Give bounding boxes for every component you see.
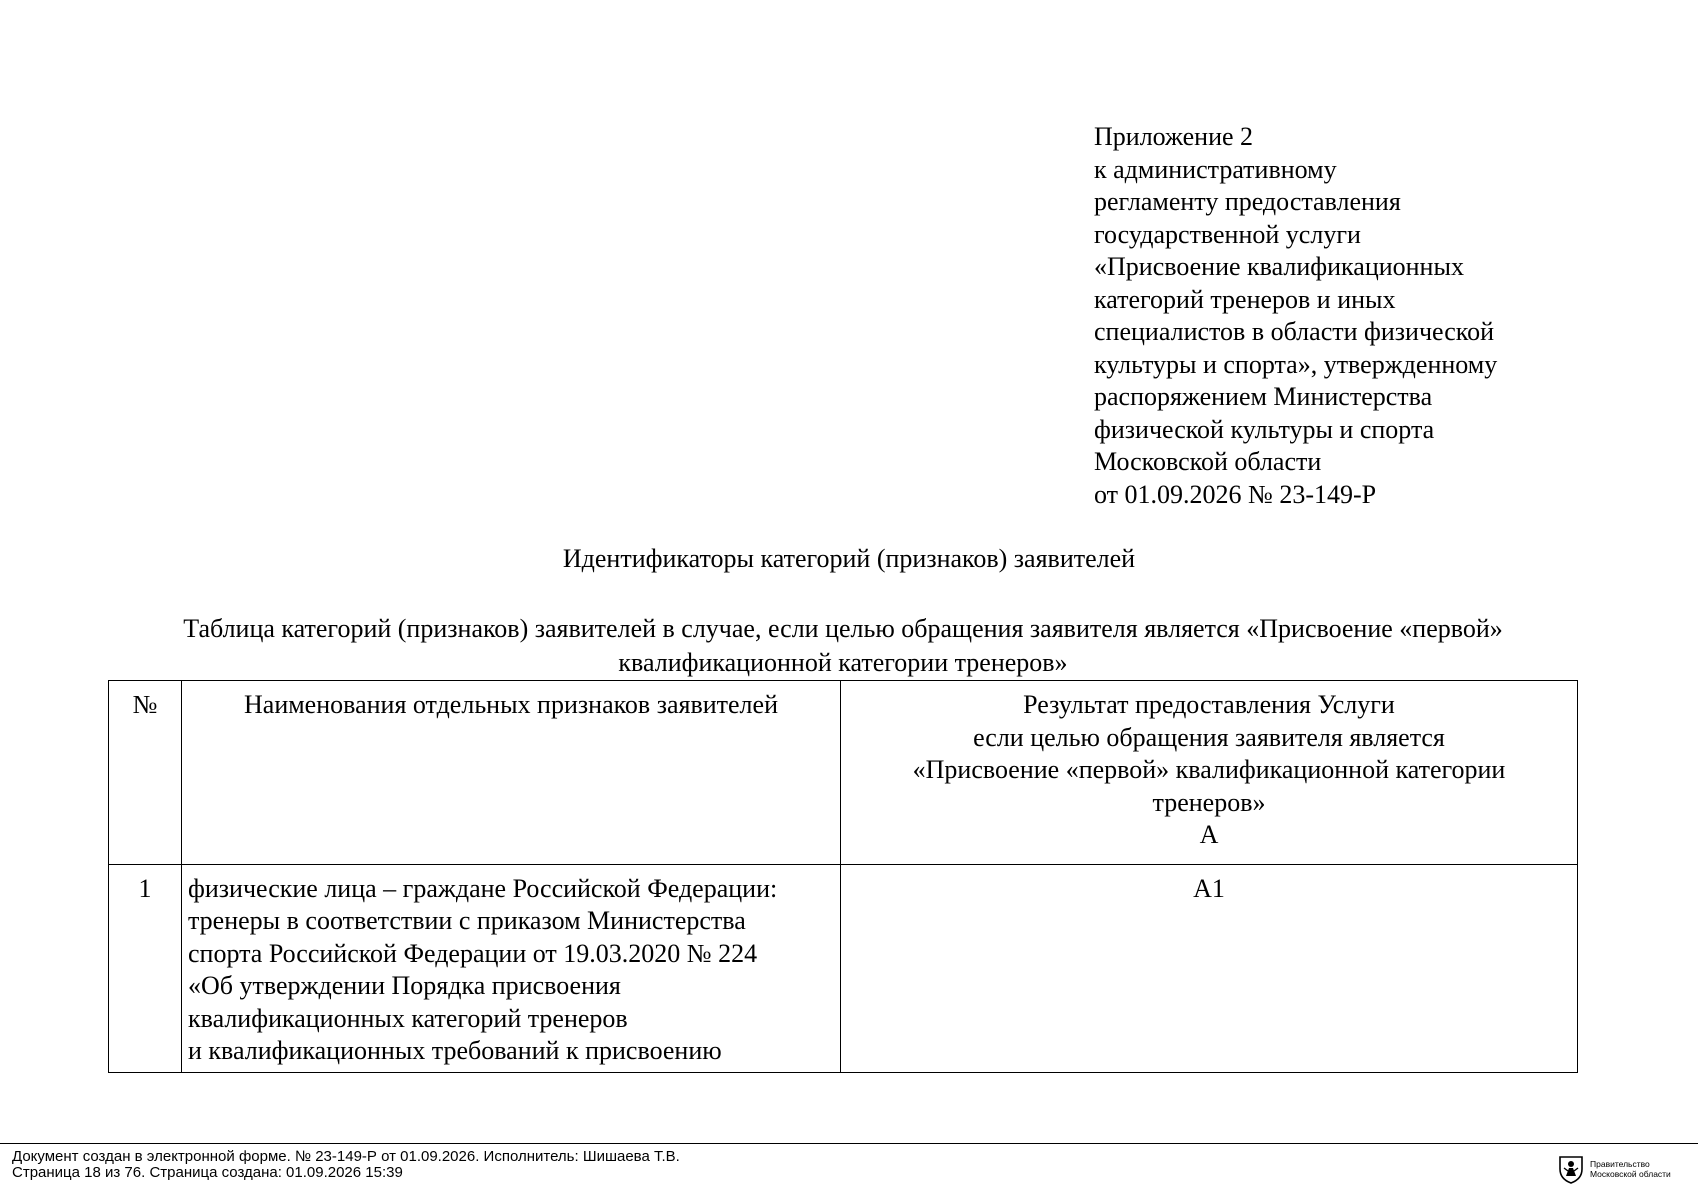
- header-result-line: если целью обращения заявителя является: [973, 722, 1445, 752]
- row-name-line: и квалификационных требований к присвоению: [188, 1036, 722, 1065]
- annex-line: физической культуры и спорта: [1094, 414, 1435, 444]
- document-title: Идентификаторы категорий (признаков) заявителей: [562, 544, 1136, 573]
- row-number: 1: [109, 864, 182, 1072]
- annex-line: распоряжением Министерства: [1094, 382, 1433, 411]
- row-name-line: квалификационных категорий тренеров: [188, 1003, 628, 1033]
- footer-divider: [0, 1143, 1698, 1144]
- logo-text: [1590, 1159, 1671, 1179]
- government-logo: [1558, 1153, 1671, 1185]
- row-name: [182, 864, 841, 1072]
- header-result-line: Результат предоставления Услуги: [1023, 690, 1395, 719]
- coat-of-arms-icon: [1558, 1154, 1584, 1184]
- annex-line: культуры и спорта», утвержденному: [1094, 349, 1498, 379]
- logo-line: Московской области: [1590, 1169, 1671, 1179]
- row-result: А1: [841, 864, 1578, 1072]
- table-row: [109, 864, 1578, 1072]
- footer-line: Документ создан в электронной форме. № 23-149-Р от 01.09.2026. Исполнитель: Шишаева Т.В.: [12, 1148, 680, 1165]
- header-result-line: «Присвоение «первой» квалификационной категории: [912, 755, 1506, 784]
- row-name-line: «Об утверждении Порядка присвоения: [188, 971, 621, 1000]
- table-caption-line: Таблица категорий (признаков) заявителей в случае, если целью обращения заявителя является «Присвоение «первой»: [183, 614, 1503, 643]
- annex-line: регламенту предоставления: [1094, 187, 1401, 216]
- table-caption-line: квалификационной категории тренеров»: [618, 648, 1068, 677]
- annex-line: к административному: [1094, 154, 1337, 184]
- footer-line: Страница 18 из 76. Страница создана: 01.09.2026 15:39: [12, 1164, 403, 1181]
- annex-block: [1094, 121, 1654, 511]
- footer-info: [12, 1149, 680, 1181]
- header-result-line: А: [1199, 820, 1219, 849]
- header-result: [841, 681, 1578, 865]
- header-result-line: тренеров»: [1152, 787, 1266, 817]
- annex-line: Московской области: [1094, 447, 1322, 476]
- annex-line: государственной услуги: [1094, 219, 1361, 249]
- table-header-row: [109, 681, 1578, 865]
- logo-line: Правительство: [1590, 1159, 1650, 1169]
- annex-line: «Присвоение квалификационных: [1094, 252, 1464, 281]
- table-caption: [108, 612, 1578, 680]
- row-name-line: тренеры в соответствии с приказом Министерства: [188, 906, 746, 935]
- annex-line: от 01.09.2026 № 23-149-Р: [1094, 479, 1377, 509]
- categories-table: [108, 680, 1578, 1073]
- annex-line: специалистов в области физической: [1094, 317, 1494, 346]
- annex-line: Приложение 2: [1094, 122, 1254, 151]
- annex-line: категорий тренеров и иных: [1094, 284, 1396, 314]
- row-name-line: спорта Российской Федерации от 19.03.2020 № 224: [188, 938, 758, 968]
- header-number: №: [109, 681, 182, 865]
- header-name: Наименования отдельных признаков заявителей: [182, 681, 841, 865]
- row-name-line: физические лица – граждане Российской Федерации:: [188, 873, 778, 903]
